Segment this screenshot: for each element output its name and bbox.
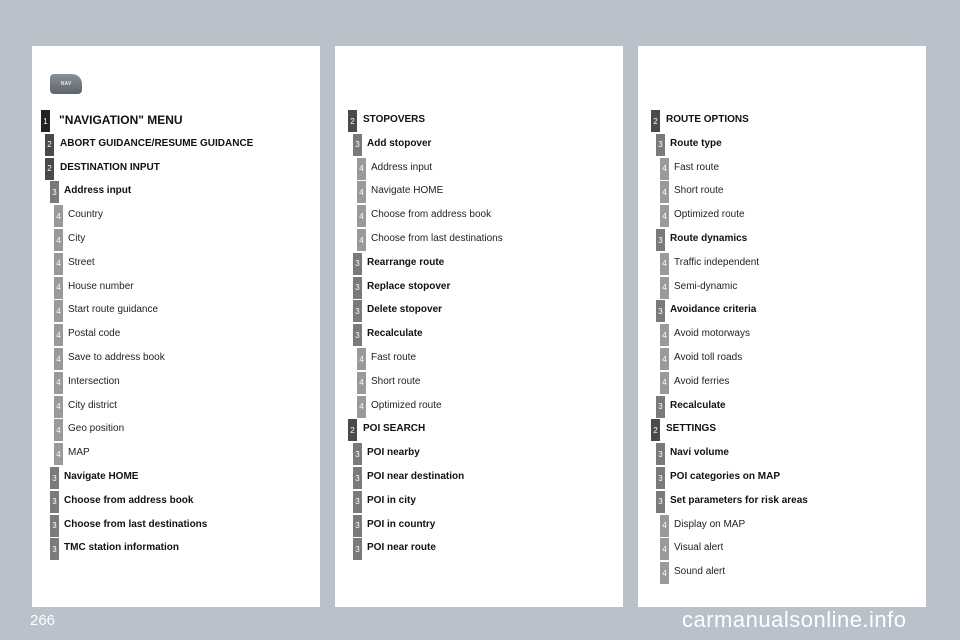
level-badge: 3 [656,134,665,156]
menu-item-level-4 [638,257,926,279]
level-badge: 4 [54,324,63,346]
level-badge: 4 [357,181,366,203]
menu-item-level-3 [32,185,320,207]
menu-item-label: Address input [64,185,132,197]
menu-item-level-4 [32,400,320,422]
menu-item-level-4 [335,376,623,398]
level-badge: 2 [651,110,660,132]
menu-item-label: Sound alert [674,566,726,578]
level-badge: 3 [353,515,362,537]
level-badge: 4 [54,419,63,441]
menu-item-label: Avoid motorways [674,328,750,340]
level-badge: 4 [660,277,669,299]
menu-item-label: Avoid toll roads [674,352,743,363]
menu-item-label: City district [68,399,117,411]
menu-item-label: Route type [670,137,722,149]
level-badge: 3 [353,443,362,465]
menu-item-label: ABORT GUIDANCE/RESUME GUIDANCE [60,137,254,149]
menu-item-level-4 [32,423,320,445]
menu-item-label: MAP [68,447,90,459]
menu-item-level-2 [32,162,320,184]
menu-item-label: Choose from address book [371,209,492,221]
menu-item-level-1 [32,114,320,136]
menu-item-label: Optimized route [674,209,745,221]
menu-item-level-4 [638,519,926,541]
level-badge: 4 [54,443,63,465]
menu-item-label: Route dynamics [670,233,748,244]
menu-item-level-4 [638,352,926,374]
level-badge: 4 [357,158,366,180]
menu-item-level-3 [335,281,623,303]
menu-item-level-3 [335,471,623,493]
menu-item-level-4 [638,566,926,588]
level-badge: 2 [348,419,357,441]
level-badge: 4 [54,277,63,299]
level-badge: 4 [54,205,63,227]
menu-item-level-4 [335,352,623,374]
menu-item-level-4 [638,162,926,184]
menu-item-level-3 [335,304,623,326]
menu-item-level-2 [638,423,926,445]
menu-item-label: Avoid ferries [674,375,730,387]
menu-item-level-4 [638,281,926,303]
nav-button-icon [50,74,82,94]
menu-item-level-2 [335,423,623,445]
level-badge: 3 [353,491,362,513]
level-badge: 3 [656,491,665,513]
menu-item-label: Country [68,209,104,221]
level-badge: 4 [54,396,63,418]
level-badge: 4 [54,229,63,251]
menu-item-label: Start route guidance [68,304,159,316]
level-badge: 4 [660,348,669,370]
menu-item-label: TMC station information [64,542,179,554]
menu-item-level-4 [32,304,320,326]
menu-item-label: Avoidance criteria [670,304,757,316]
level-badge: 2 [348,110,357,132]
level-badge: 4 [357,348,366,370]
menu-item-label: Choose from last destinations [371,233,503,244]
menu-item-label: POI near destination [367,471,465,482]
level-badge: 3 [50,467,59,489]
menu-item-level-3 [335,328,623,350]
menu-item-level-2 [335,114,623,136]
menu-item-level-3 [32,542,320,564]
level-badge: 4 [357,396,366,418]
menu-item-level-3 [335,447,623,469]
level-badge: 4 [54,348,63,370]
level-badge: 3 [656,396,665,418]
menu-item-level-4 [335,209,623,231]
level-badge: 4 [54,300,63,322]
menu-item-level-3 [32,471,320,493]
menu-item-label: Rearrange route [367,256,445,268]
menu-item-label: Semi-dynamic [674,280,738,292]
menu-item-level-3 [638,495,926,517]
menu-item-level-3 [335,542,623,564]
menu-item-level-4 [32,447,320,469]
menu-item-level-3 [638,304,926,326]
menu-item-label: Save to address book [68,352,165,363]
level-badge: 3 [353,277,362,299]
menu-item-level-4 [638,328,926,350]
menu-panel-navigation [32,46,320,607]
menu-item-label: ROUTE OPTIONS [666,114,749,125]
level-badge: 3 [353,300,362,322]
level-badge: 2 [45,158,54,180]
menu-item-label: Address input [371,161,433,173]
level-badge: 4 [660,372,669,394]
menu-item-label: Recalculate [670,399,726,411]
menu-item-label: Set parameters for risk areas [670,494,808,506]
level-badge: 4 [54,253,63,275]
level-badge: 3 [656,443,665,465]
level-badge: 3 [353,467,362,489]
menu-item-label: POI nearby [367,447,420,459]
menu-item-level-4 [638,185,926,207]
level-badge: 3 [50,491,59,513]
menu-item-level-4 [32,328,320,350]
menu-item-label: Street [68,256,95,268]
level-badge: 2 [45,134,54,156]
menu-item-label: Navi volume [670,447,729,459]
level-badge: 3 [50,515,59,537]
menu-item-label: Intersection [68,375,120,387]
level-badge: 1 [41,110,50,132]
level-badge: 3 [50,538,59,560]
menu-item-label: Postal code [68,328,121,340]
watermark: carmanualsonline.info [682,607,907,632]
level-badge: 4 [357,205,366,227]
menu-item-label: Short route [371,375,421,387]
menu-item-label: POI categories on MAP [670,471,781,482]
menu-item-level-2 [638,114,926,136]
menu-item-label: Short route [674,185,724,197]
menu-item-level-3 [638,138,926,160]
menu-item-level-3 [335,138,623,160]
menu-item-level-3 [32,495,320,517]
menu-item-label: Choose from last destinations [64,518,208,530]
menu-item-label: Optimized route [371,399,442,411]
menu-item-label: Fast route [371,352,417,363]
level-badge: 4 [54,372,63,394]
menu-item-level-4 [32,209,320,231]
level-badge: 3 [656,229,665,251]
menu-item-level-3 [335,257,623,279]
nav-button-label: NAV [60,81,72,87]
level-badge: 3 [353,134,362,156]
level-badge: 4 [660,515,669,537]
menu-item-level-4 [32,352,320,374]
level-badge: 3 [656,467,665,489]
menu-item-label: House number [68,280,134,292]
menu-item-label: City [68,233,86,244]
menu-item-label: POI in country [367,518,436,530]
menu-item-level-4 [335,185,623,207]
menu-item-label: Navigate HOME [64,471,139,482]
menu-item-level-3 [638,400,926,422]
menu-item-level-3 [32,519,320,541]
level-badge: 4 [660,158,669,180]
menu-item-level-4 [335,233,623,255]
level-badge: 3 [656,300,665,322]
level-badge: 4 [660,538,669,560]
menu-item-label: "NAVIGATION" MENU [59,113,183,127]
menu-item-label: Traffic independent [674,256,760,268]
menu-item-level-3 [638,471,926,493]
menu-item-label: Fast route [674,161,720,173]
level-badge: 2 [651,419,660,441]
menu-item-label: POI in city [367,494,416,506]
menu-item-label: Delete stopover [367,304,443,316]
menu-item-level-4 [638,376,926,398]
menu-item-label: Geo position [68,423,125,435]
menu-item-level-4 [335,400,623,422]
level-badge: 3 [353,538,362,560]
level-badge: 4 [660,205,669,227]
level-badge: 4 [660,253,669,275]
page-number: 266 [30,612,56,629]
level-badge: 4 [660,181,669,203]
menu-item-level-3 [335,495,623,517]
menu-item-level-4 [32,233,320,255]
level-badge: 4 [660,562,669,584]
menu-item-level-3 [638,233,926,255]
menu-item-level-4 [335,162,623,184]
menu-item-level-3 [335,519,623,541]
menu-item-label: Add stopover [367,137,432,149]
menu-item-label: STOPOVERS [363,114,426,125]
menu-item-level-4 [638,542,926,564]
menu-item-label: Visual alert [674,542,724,554]
menu-item-level-4 [32,376,320,398]
menu-item-label: Choose from address book [64,494,194,506]
menu-item-label: POI SEARCH [363,423,426,435]
menu-item-label: POI near route [367,542,436,554]
menu-item-level-3 [638,447,926,469]
menu-item-level-2 [32,138,320,160]
menu-item-label: DESTINATION INPUT [60,161,160,173]
level-badge: 4 [660,324,669,346]
menu-item-level-4 [32,257,320,279]
menu-item-label: Display on MAP [674,518,746,530]
menu-item-label: Navigate HOME [371,185,444,197]
menu-item-label: Recalculate [367,328,423,340]
level-badge: 3 [353,324,362,346]
menu-item-label: SETTINGS [666,423,717,435]
menu-panel-stopovers [335,46,623,607]
menu-item-level-4 [32,281,320,303]
level-badge: 3 [353,253,362,275]
menu-item-level-4 [638,209,926,231]
level-badge: 4 [357,372,366,394]
menu-item-label: Replace stopover [367,280,451,292]
menu-panel-route-options [638,46,926,607]
level-badge: 3 [50,181,59,203]
level-badge: 4 [357,229,366,251]
